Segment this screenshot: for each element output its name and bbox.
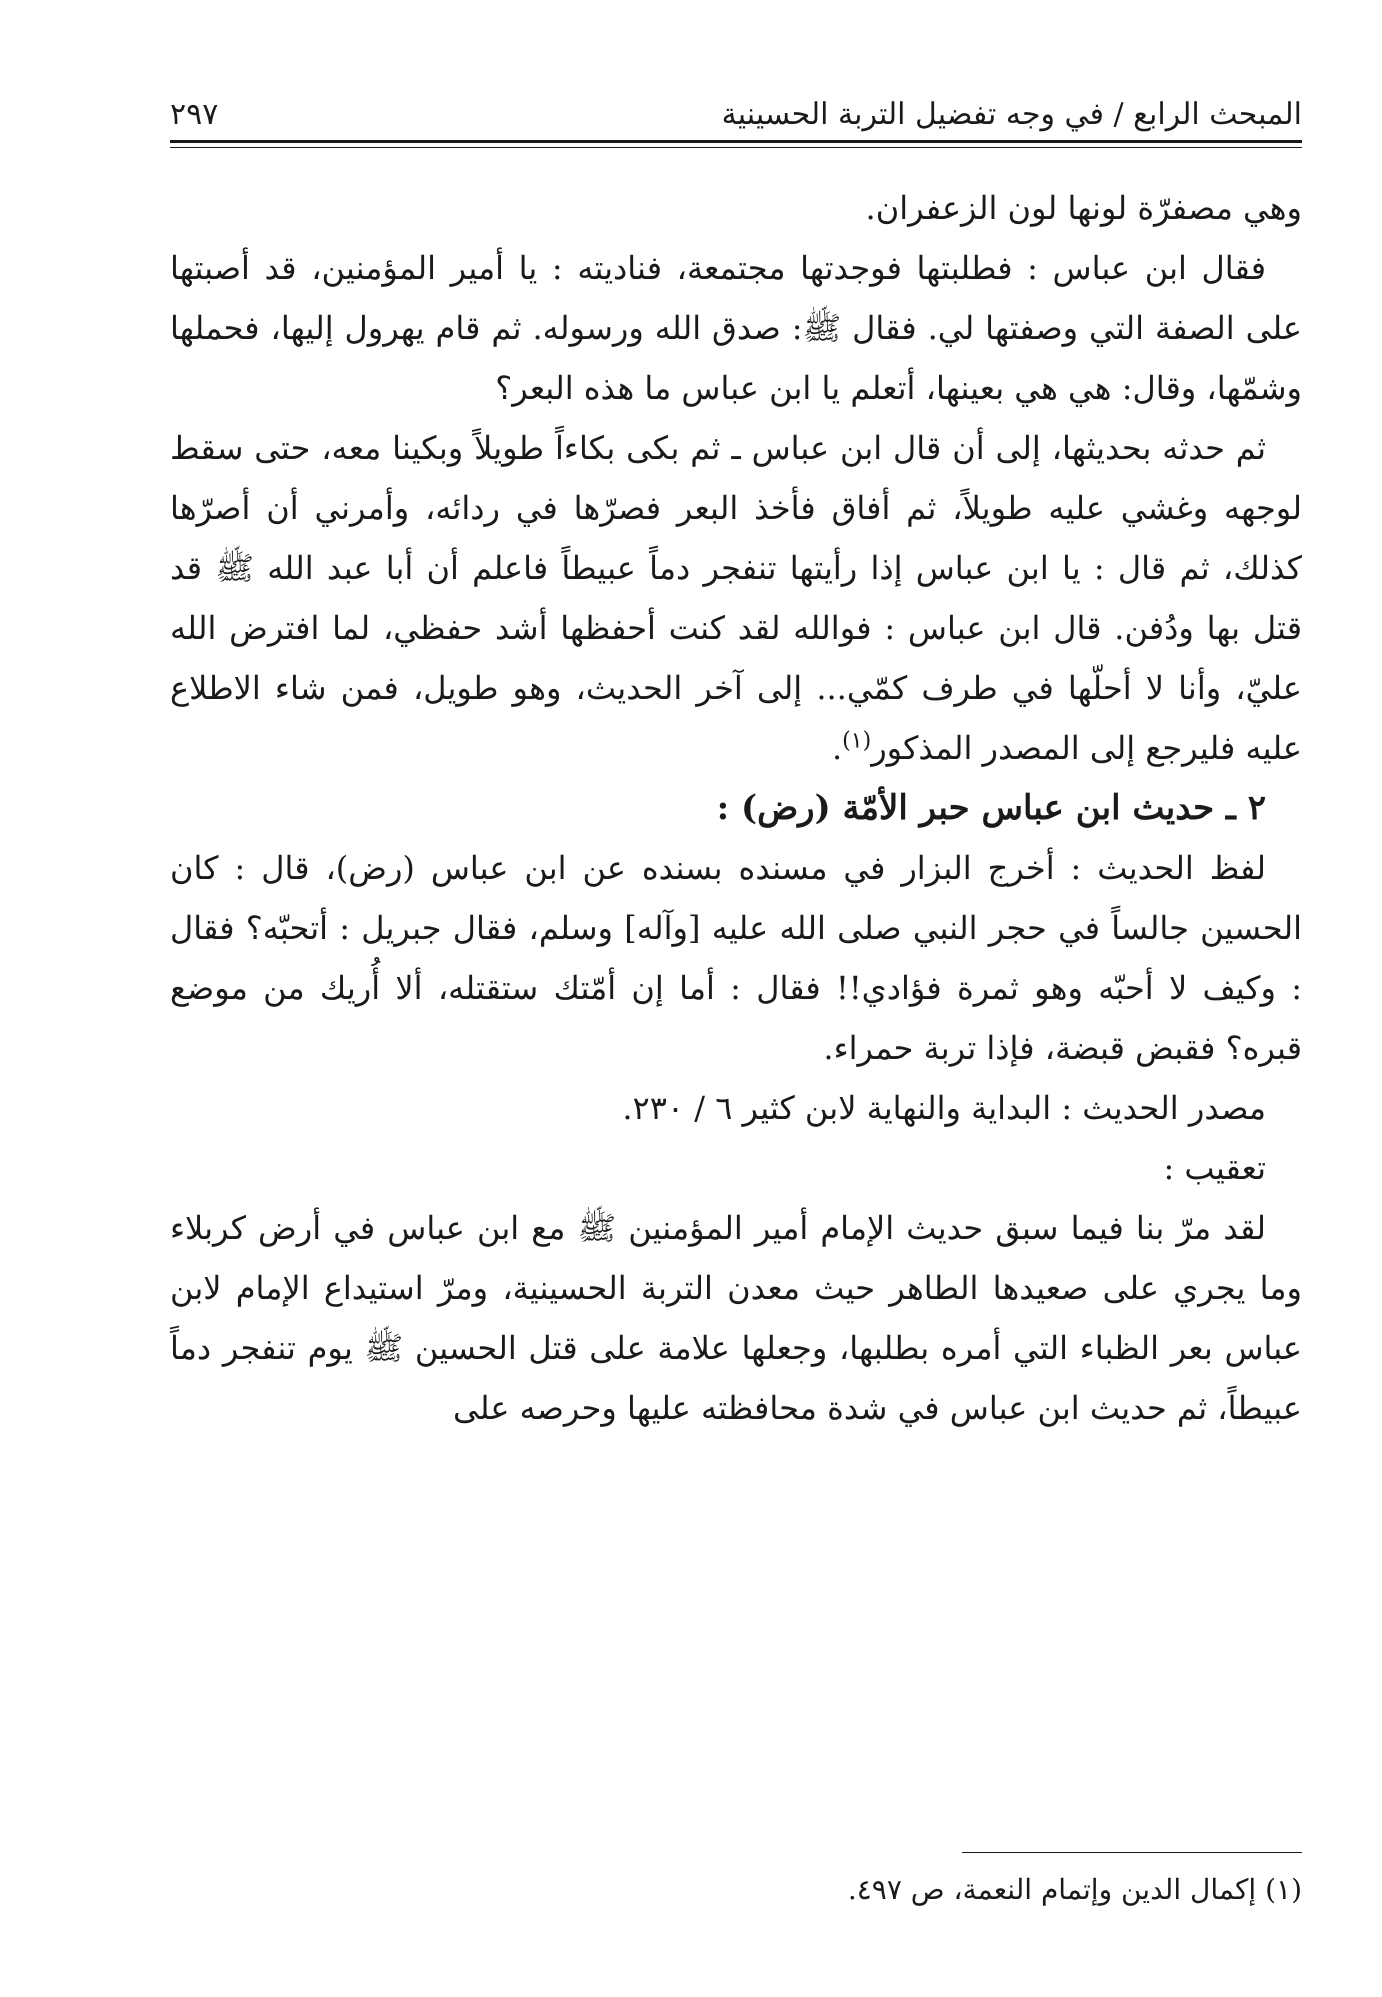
- footnote-separator: [962, 1852, 1302, 1853]
- section-heading: ٢ ـ حديث ابن عباس حبر الأمّة (رض) :: [716, 788, 1266, 828]
- header-rule-thick: [170, 140, 1302, 143]
- paragraph-2: فقال ابن عباس : فطلبتها فوجدتها مجتمعة، فناديته : يا أمير المؤمنين، قد أصبتها على الصفة التي وصفتها لي. فقال ﷺ: صدق الله ورسوله. ثم قام يهرول إليها، فحملها وشمّها، وقال: هي هي بعينها، أتعلم يا ابن عباس ما هذه البعر؟: [170, 249, 1302, 407]
- page-number: ٢٩٧: [170, 97, 219, 132]
- paragraph-3-end: .: [832, 729, 843, 767]
- paragraph-6: تعقيب :: [1163, 1149, 1266, 1187]
- paragraph-7: لقد مرّ بنا فيما سبق حديث الإمام أمير المؤمنين ﷺ مع ابن عباس في أرض كربلاء وما يجري على صعيدها الطاهر حيث معدن التربة الحسينية، ومرّ استيداع الإمام لابن عباس بعر الظباء التي أمره بطلبها، وجعلها علامة على قتل الحسين ﷺ يوم تنفجر دماً عبيطاً، ثم حديث ابن عباس في شدة محافظته عليها وحرصه على: [170, 1209, 1303, 1427]
- footnote-reference: (١): [842, 728, 872, 754]
- running-header: [170, 92, 1302, 138]
- header-title: المبحث الرابع / في وجه تفضيل التربة الحسينية: [721, 97, 1302, 132]
- paragraph-3: [170, 418, 1302, 778]
- header-rule-thin: [170, 147, 1302, 148]
- footnote: (١) إكمال الدين وإتمام النعمة، ص ٤٩٧.: [847, 1873, 1302, 1906]
- paragraph-4: لفظ الحديث : أخرج البزار في مسنده بسنده عن ابن عباس (رض)، قال : كان الحسين جالساً في حجر النبي صلى الله عليه [وآله] وسلم، فقال جبريل : أتحبّه؟ فقال : وكيف لا أحبّه وهو ثمرة فؤادي!! فقال : أما إن أمّتك ستقتله، ألا أُريك من موضع قبره؟ فقبض قبضة، فإذا تربة حمراء.: [170, 849, 1302, 1067]
- paragraph-1: وهي مصفرّة لونها لون الزعفران.: [865, 189, 1302, 227]
- paragraph-3-text: ثم حدثه بحديثها، إلى أن قال ابن عباس ـ ثم بكى بكاءاً طويلاً وبكينا معه، حتى سقط لوجهه وغشي عليه طويلاً، ثم أفاق فأخذ البعر فصرّها في ردائه، وأمرني أن أصرّها كذلك، ثم قال : يا ابن عباس إذا رأيتها تنفجر دماً عبيطاً فاعلم أن أبا عبد الله ﷺ قد قتل بها ودُفن. قال ابن عباس : فوالله لقد كنت أحفظها أشد حفظي، لما افترض الله عليّ، وأنا لا أحلّها في طرف كمّي... إلى آخر الحديث، وهو طويل، فمن شاء الاطلاع عليه فليرجع إلى المصدر المذكور: [170, 429, 1303, 767]
- main-text: [170, 178, 1302, 1438]
- paragraph-5: مصدر الحديث : البداية والنهاية لابن كثير ٦ / ٢٣٠.: [622, 1089, 1266, 1127]
